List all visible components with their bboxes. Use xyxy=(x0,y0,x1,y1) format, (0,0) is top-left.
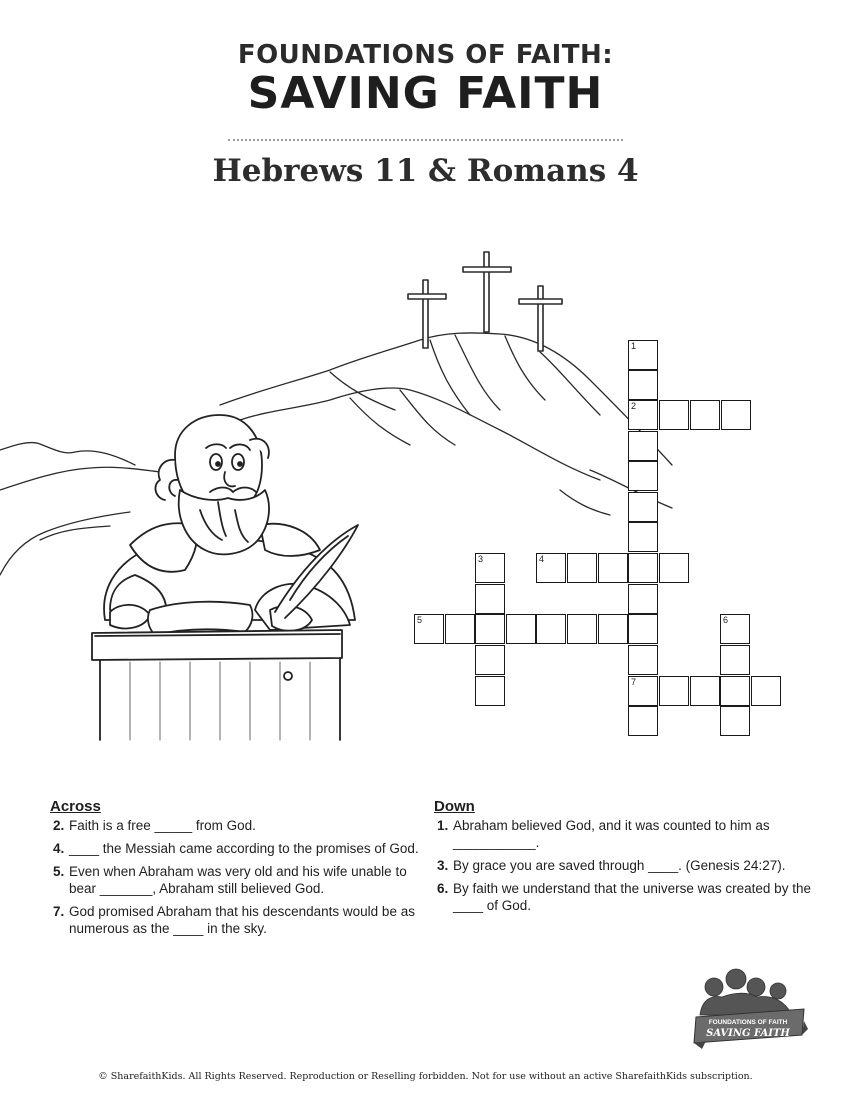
crossword-number-7: 7 xyxy=(631,677,637,687)
crossword-number-5: 5 xyxy=(417,615,423,625)
clue-down-3: 3. By grace you are saved through ____. (Genesis 24:27). xyxy=(437,858,786,873)
clue-across-2: 2. Faith is a free _____ from God. xyxy=(53,818,256,833)
crossword-cell[interactable] xyxy=(720,706,750,736)
crossword-cell[interactable] xyxy=(628,431,658,461)
crossword-cell[interactable] xyxy=(567,614,597,644)
crossword-cell[interactable] xyxy=(598,553,628,583)
crossword-cell[interactable] xyxy=(536,553,566,583)
crossword-cell[interactable] xyxy=(628,400,658,430)
series-title: FOUNDATIONS OF FAITH: xyxy=(237,40,614,70)
crossword-cell[interactable] xyxy=(475,614,505,644)
crossword-cell[interactable] xyxy=(475,584,505,614)
crossword-cell[interactable] xyxy=(567,553,597,583)
badge-title-text: SAVING FAITH xyxy=(706,1028,790,1039)
crossword-cell[interactable] xyxy=(659,400,689,430)
hill-ridge xyxy=(220,333,672,465)
saving-faith-badge-logo xyxy=(692,965,808,1051)
crossword-cell[interactable] xyxy=(720,645,750,675)
cross-left xyxy=(408,280,446,348)
scripture-reference: Hebrews 11 & Romans 4 xyxy=(212,153,639,189)
clue-down-6: 6. By faith we understand that the universe was created by the ____ of God. xyxy=(437,881,811,913)
crossword-cell[interactable] xyxy=(536,614,566,644)
clue-across-4: 4. ____ the Messiah came according to the promises of God. xyxy=(53,841,419,856)
across-heading: Across xyxy=(50,798,101,815)
crossword-cell[interactable] xyxy=(628,461,658,491)
crossword-number-4: 4 xyxy=(539,554,545,564)
clue-across-5: 5. Even when Abraham was very old and his wife unable to bear _______, Abraham still believed God. xyxy=(53,864,407,896)
crossword-cell[interactable] xyxy=(475,553,505,583)
crossword-cell[interactable] xyxy=(628,645,658,675)
crossword-cell[interactable] xyxy=(628,706,658,736)
crossword-cell[interactable] xyxy=(475,676,505,706)
crossword-number-3: 3 xyxy=(478,554,484,564)
crossword-cell[interactable] xyxy=(628,584,658,614)
crossword-cell[interactable] xyxy=(628,492,658,522)
crossword-cell[interactable] xyxy=(628,522,658,552)
crossword-cell[interactable] xyxy=(720,614,750,644)
clue-across-7: 7. God promised Abraham that his descendants would be as numerous as the ____ in the sky. xyxy=(53,904,415,936)
crossword-cell[interactable] xyxy=(720,676,750,706)
crossword-cell[interactable] xyxy=(628,370,658,400)
copyright-footer: © SharefaithKids. All Rights Reserved. Reproduction or Reselling forbidden. Not for use without an active SharefaithKids subscription. xyxy=(98,1071,753,1082)
crossword-cell[interactable] xyxy=(690,676,720,706)
clue-down-1: 1. Abraham believed God, and it was counted to him as ___________. xyxy=(437,818,770,850)
crossword-cell[interactable] xyxy=(690,400,720,430)
hill-middle xyxy=(240,388,600,480)
badge-series-text: FOUNDATIONS OF FAITH xyxy=(708,1019,788,1026)
crossword-cell[interactable] xyxy=(659,676,689,706)
crossword-cell[interactable] xyxy=(751,676,781,706)
crossword-cell[interactable] xyxy=(721,400,751,430)
crossword-number-2: 2 xyxy=(631,401,637,411)
crossword-cell[interactable] xyxy=(628,614,658,644)
across-clues xyxy=(50,798,420,943)
cross-center xyxy=(463,252,511,332)
title-divider xyxy=(228,139,623,141)
crossword-cell[interactable] xyxy=(628,340,658,370)
crossword-cell[interactable] xyxy=(445,614,475,644)
down-heading: Down xyxy=(434,798,475,815)
crossword-cell[interactable] xyxy=(506,614,536,644)
crossword-cell[interactable] xyxy=(628,553,658,583)
down-clues xyxy=(434,798,814,920)
crossword-cell[interactable] xyxy=(414,614,444,644)
crossword-cell[interactable] xyxy=(628,676,658,706)
crossword-cell[interactable] xyxy=(475,645,505,675)
cross-right xyxy=(519,286,562,351)
page-title: SAVING FAITH xyxy=(247,68,604,119)
hill-left xyxy=(0,443,135,465)
crossword-number-1: 1 xyxy=(631,341,637,351)
crossword-number-6: 6 xyxy=(723,615,729,625)
crossword-cell[interactable] xyxy=(659,553,689,583)
crossword-cell[interactable] xyxy=(598,614,628,644)
